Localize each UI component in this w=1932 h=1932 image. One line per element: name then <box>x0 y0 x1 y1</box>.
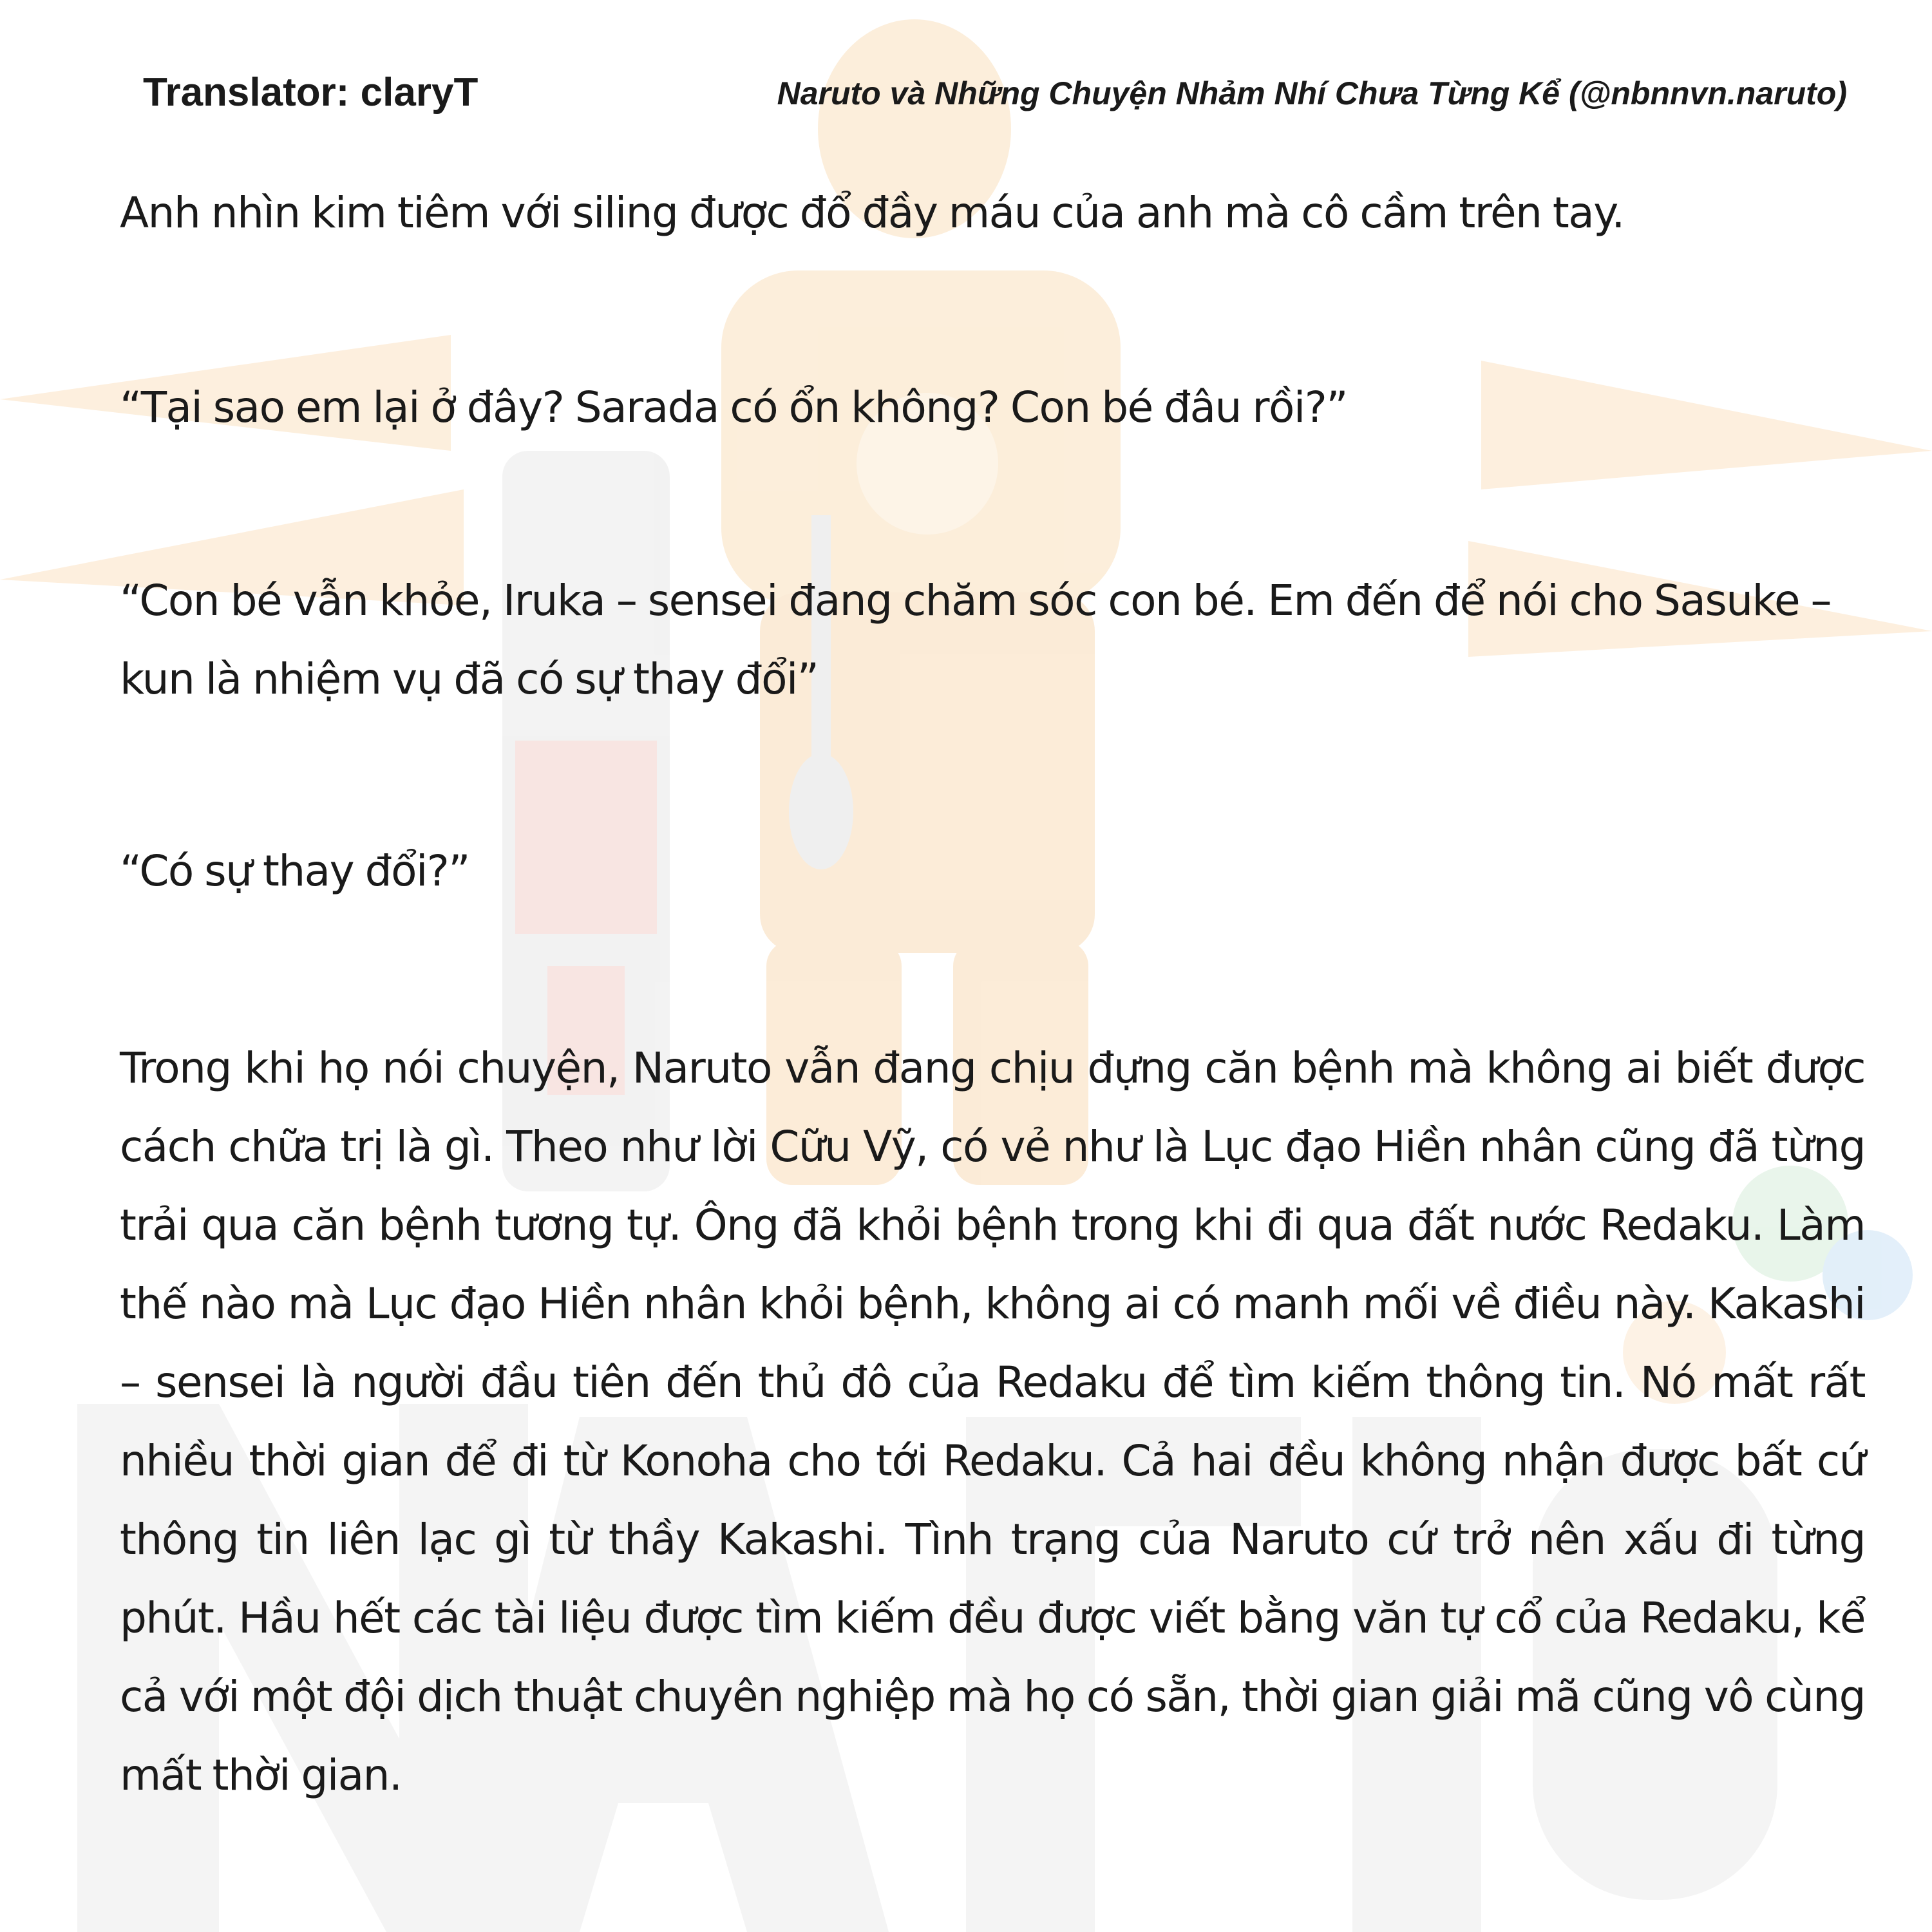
paragraph-2: “Tại sao em lại ở đây? Sarada có ổn không? Con bé đâu rồi?” <box>120 383 1347 432</box>
paragraph-5: Trong khi họ nói chuyện, Naruto vẫn đang chịu đựng căn bệnh mà không ai biết được cách chữa trị là gì. Theo như lời Cữu Vỹ, có vẻ như là Lục đạo Hiền nhân cũng đã từng trải qua căn bệnh tương tự. Ông đã khỏi bệnh trong khi đi qua đất nước Redaku. Làm thế nào mà Lục đạo Hiền nhân khỏi bệnh, không ai có manh mối về điều này. Kakashi – sensei là người đầu tiên đến thủ đô của Redaku để tìm kiếm thông tin. Nó mất rất nhiều thời gian để đi từ Konoha cho tới Redaku. Cả hai đều không nhận được bất cứ thông tin liên lạc gì từ thầy Kakashi. Tình trạng của Naruto cứ trở nên xấu đi từng phút. Hầu hết các tài liệu được tìm kiếm đều được viết bằng văn tự cổ của Redaku, kể cả với một đội dịch thuật chuyên nghiệp mà họ có sẵn, thời gian giải mã cũng vô cùng mất thời gian. <box>120 1043 1865 1800</box>
translator-credit: Translator: claryT <box>143 70 478 115</box>
source-credit: Naruto và Những Chuyện Nhảm Nhí Chưa Từng Kể (@nbnnvn.naruto) <box>777 75 1847 111</box>
paragraph-3: “Con bé vẫn khỏe, Iruka – sensei đang chăm sóc con bé. Em đến để nói cho Sasuke – kun là nhiệm vụ đã có sự thay đổi” <box>120 576 1832 704</box>
page-header <box>0 70 1932 128</box>
paragraph-1: Anh nhìn kim tiêm với siling được đổ đầy máu của anh mà cô cầm trên tay. <box>120 188 1624 238</box>
paragraph-4: “Có sự thay đổi?” <box>120 846 470 896</box>
